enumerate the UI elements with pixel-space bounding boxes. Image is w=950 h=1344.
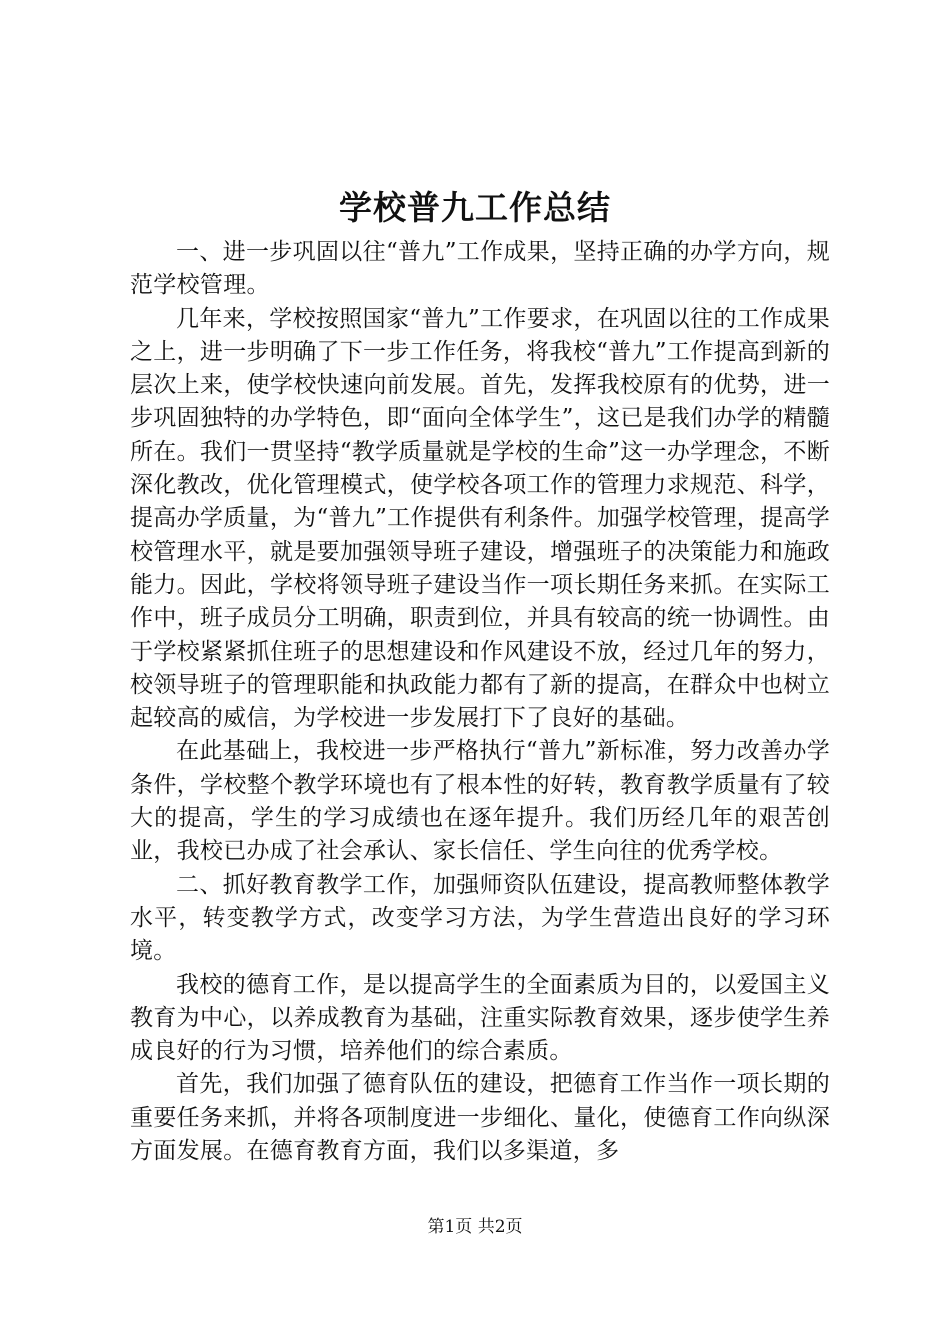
paragraph: 一、进一步巩固以往“普九”工作成果，坚持正确的办学方向，规范学校管理。 bbox=[130, 239, 830, 299]
paragraph: 在此基础上，我校进一步严格执行“普九”新标准，努力改善办学条件，学校整个教学环境也有了根本性的好转，教育教学质量有了较大的提高，学生的学习成绩也在逐年提升。我们历经几年的艰苦创业，我校已办成了社会承认、家长信任、学生向往的优秀学校。 bbox=[130, 738, 830, 865]
paragraph: 首先，我们加强了德育队伍的建设，把德育工作当作一项长期的重要任务来抓，并将各项制度进一步细化、量化，使德育工作向纵深方面发展。在德育教育方面，我们以多渠道，多 bbox=[130, 1071, 830, 1165]
document-title: 学校普九工作总结 bbox=[339, 188, 611, 227]
paragraph: 二、抓好教育教学工作，加强师资队伍建设，提高教师整体教学水平，转变教学方式，改变学习方法，为学生营造出良好的学习环境。 bbox=[130, 871, 830, 965]
paragraph: 我校的德育工作，是以提高学生的全面素质为目的，以爱国主义教育为中心，以养成教育为基础，注重实际教育效果，逐步使学生养成良好的行为习惯，培养他们的综合素质。 bbox=[130, 971, 830, 1065]
paragraph: 几年来，学校按照国家“普九”工作要求，在巩固以往的工作成果之上，进一步明确了下一步工作任务，将我校“普九”工作提高到新的层次上来，使学校快速向前发展。首先，发挥我校原有的优势，进一步巩固独特的办学特色，即“面向全体学生”，这已是我们办学的精髓所在。我们一贯坚持“教学质量就是学校的生命”这一办学理念，不断深化教改，优化管理模式，使学校各项工作的管理力求规范、科学，提高办学质量，为“普九”工作提供有利条件。加强学校管理，提高学校管理水平，就是要加强领导班子建设，增强班子的决策能力和施政能力。因此，学校将领导班子建设当作一项长期任务来抓。在实际工作中，班子成员分工明确，职责到位，并具有较高的统一协调性。由于学校紧紧抓住班子的思想建设和作风建设不放，经过几年的努力，校领导班子的管理职能和执政能力都有了新的提高，在群众中也树立起较高的威信，为学校进一步发展打下了良好的基础。 bbox=[130, 305, 830, 732]
document-body bbox=[130, 236, 830, 1168]
page-number-footer: 第1页 共2页 bbox=[427, 1217, 523, 1237]
